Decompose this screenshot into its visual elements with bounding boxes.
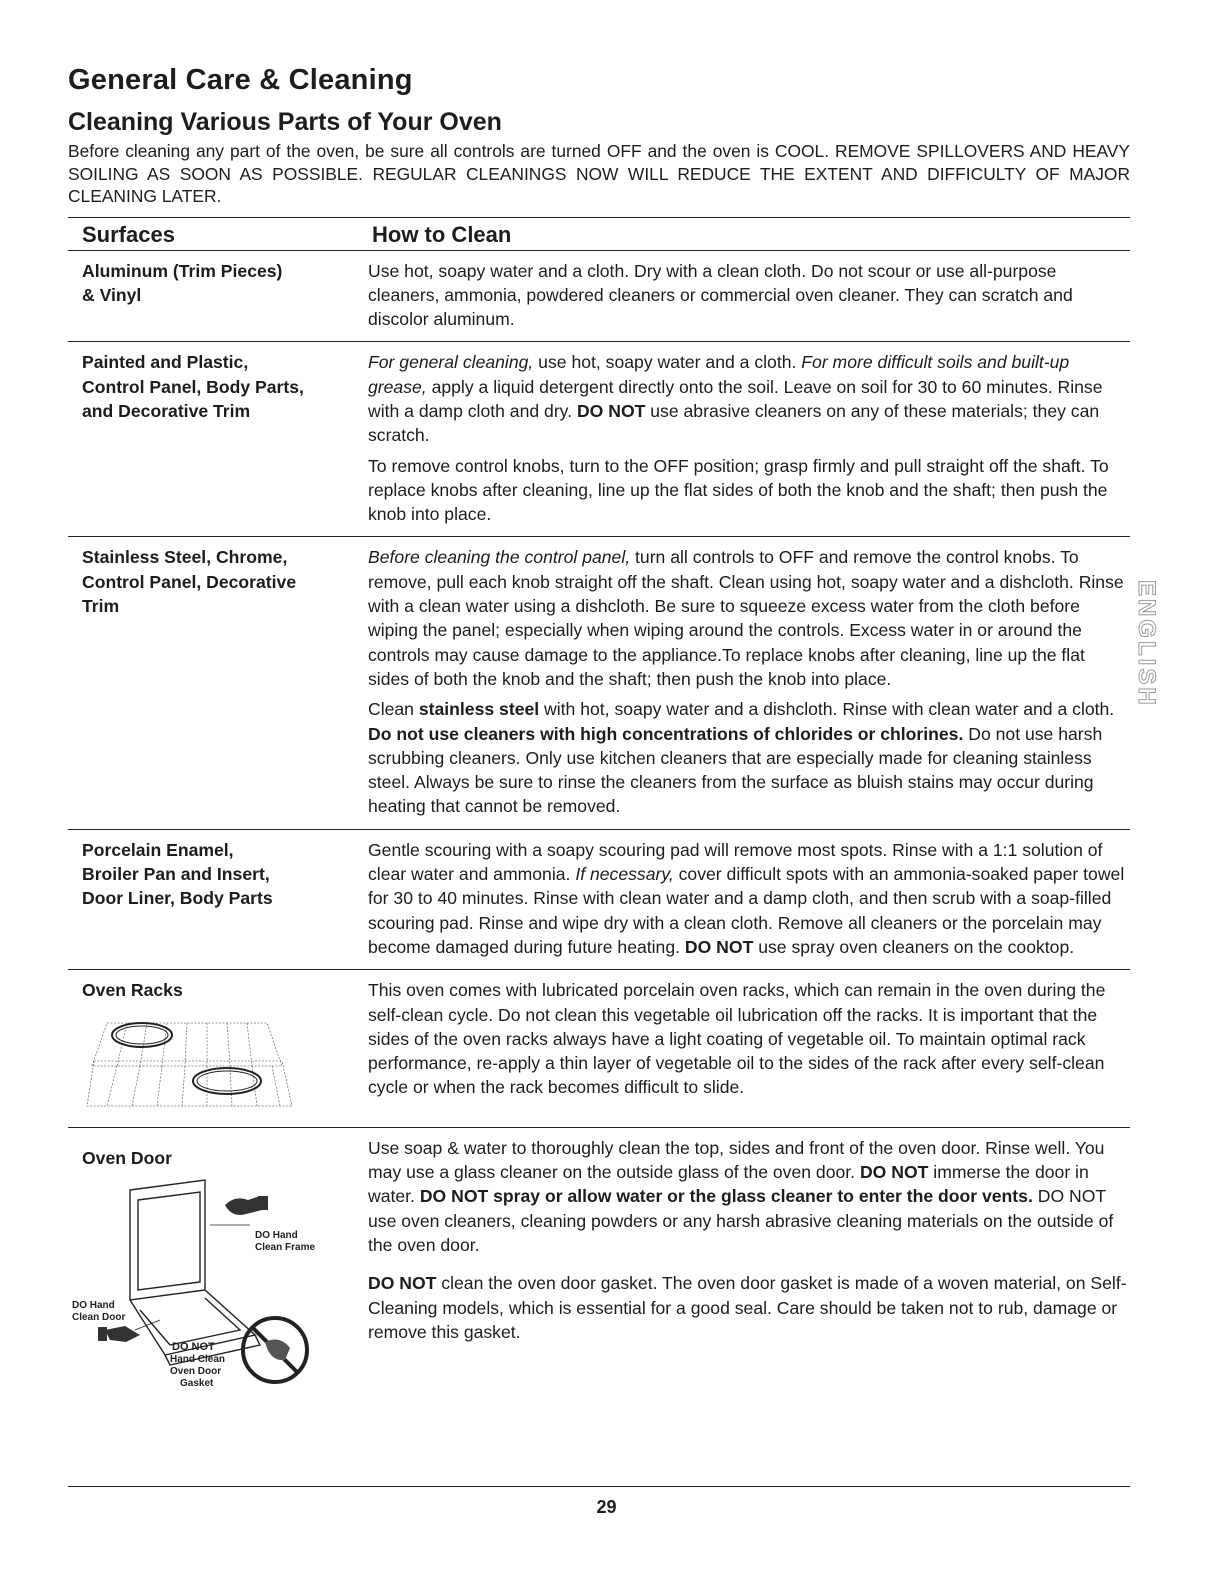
figure-label: Gasket	[180, 1378, 214, 1390]
table-row-stainless-steel	[68, 537, 1130, 829]
body-text: immerse the door in water.	[368, 1162, 1089, 1207]
cleaning-instructions	[368, 259, 1130, 332]
table-row-painted-plastic	[68, 342, 1130, 537]
body-text: Use soap & water to thoroughly clean the top, sides and front of the oven door. Rinse well. You may use a glass cleaner on the outside glass of the oven door.	[368, 1137, 1105, 1183]
warning-text: DO NOT	[684, 936, 754, 957]
body-text: use spray oven cleaners on the cooktop.	[753, 936, 1075, 957]
cleaning-instructions	[368, 350, 1130, 526]
page-content	[68, 62, 1130, 1411]
table-row-porcelain-enamel	[68, 830, 1130, 970]
bold-text: stainless steel	[418, 699, 540, 720]
footer-divider	[68, 1486, 1130, 1487]
surface-line: & Vinyl	[82, 284, 142, 305]
instruction-paragraph: To remove control knobs, turn to the OFF position; grasp firmly and pull straight off the shaft. To replace knobs after cleaning, line up the flat sides of both the knob and the shaft; then push the knob into place.	[368, 455, 1109, 525]
emphasis-text: For general cleaning,	[368, 352, 534, 373]
surface-line: Oven Racks	[82, 980, 183, 1001]
oven-door-illustration	[70, 1170, 340, 1395]
body-text: cover difficult spots with an ammonia-soaked paper towel for 30 to 40 minutes. Rinse with clean water and a damp cloth, and then scrub with a soap-filled scouring pad. Rinse and wipe dry with a clean cloth. Remove all cleaners or the porcelain may become damaged during future heating.	[368, 864, 1125, 957]
body-text: DO NOT use oven cleaners, cleaning powders or any harsh abrasive cleaning materials on the outside of the oven door.	[368, 1186, 1114, 1255]
body-text: Do not use harsh scrubbing cleaners. Only use kitchen cleaners that are especially made for cleaning stainless steel. Always be sure to rinse the cleaners from the surface as bluish stains may occur during heating that cannot be removed.	[368, 723, 1103, 817]
page-title: General Care & Cleaning	[68, 64, 413, 96]
cleaning-instructions	[368, 1136, 1130, 1402]
cleaning-instructions	[368, 838, 1130, 959]
surface-line: and Decorative Trim	[82, 400, 251, 421]
surface-line: Trim	[82, 596, 120, 617]
body-text: clean the oven door gasket. The oven door gasket is made of a woven material, on Self-Cleaning models, which is essential for a good seal. Care should be taken not to rub, damage or remove this gasket.	[368, 1273, 1127, 1342]
figure-label: Clean Frame	[255, 1242, 316, 1254]
table-row-oven-racks	[68, 970, 1130, 1128]
instruction-paragraph: This oven comes with lubricated porcelain oven racks, which can remain in the oven during the self-clean cycle. Do not clean this vegetable oil lubrication off the racks. It is important that the sides of the oven racks always have a light coating of vegetable oil. To maintain optimal rack performance, re-apply a thin layer of vegetable oil to the sides of the rack after every self-clean cycle or when the rack becomes difficult to slide.	[368, 980, 1106, 1098]
figure-label: DO NOT	[172, 1341, 215, 1354]
surface-name	[68, 545, 368, 818]
intro-paragraph: Before cleaning any part of the oven, be sure all controls are turned OFF and the oven is COOL. REMOVE SPILLOVERS AND HEAVY SOILING AS SOON AS POSSIBLE. REGULAR CLEANINGS NOW WILL REDUCE THE EXTENT AND DIFFICULTY OF MAJOR CLEANING LATER.	[68, 141, 1130, 206]
warning-text: DO NOT spray or allow water or the glass cleaner to enter the door vents.	[419, 1186, 1033, 1207]
oven-rack-illustration	[82, 1011, 292, 1111]
surface-name	[68, 1136, 368, 1402]
column-header-how-to-clean: How to Clean	[372, 221, 512, 247]
instruction-paragraph	[368, 1271, 1130, 1344]
surface-line: Control Panel, Decorative	[82, 571, 297, 592]
surface-line: Door Liner, Body Parts	[82, 888, 273, 909]
surface-line: Porcelain Enamel,	[82, 839, 234, 860]
figure-label: Oven Door	[170, 1366, 222, 1378]
table-header	[68, 217, 1130, 251]
warning-text: DO NOT	[368, 1273, 437, 1294]
surface-line: Stainless Steel, Chrome,	[82, 547, 288, 568]
figure-label: DO Hand	[255, 1230, 298, 1242]
cleaning-instructions	[368, 545, 1130, 818]
instruction-paragraph	[368, 350, 1130, 447]
table-row-aluminum	[68, 251, 1130, 343]
section-subtitle: Cleaning Various Parts of Your Oven	[68, 108, 502, 136]
body-text: use hot, soapy water and a cloth.	[533, 352, 802, 373]
figure-label: DO Hand	[72, 1300, 115, 1312]
page-number: 29	[596, 1497, 617, 1517]
column-header-surfaces: Surfaces	[82, 221, 175, 247]
surface-line: Broiler Pan and Insert,	[82, 864, 270, 885]
instruction-paragraph	[368, 697, 1130, 818]
cleaning-instructions	[368, 978, 1130, 1117]
body-text: with hot, soapy water and a dishcloth. Rinse with clean water and a cloth.	[539, 699, 1115, 720]
instruction-paragraph	[368, 1136, 1130, 1257]
surface-name	[68, 838, 368, 959]
surface-line: Oven Door	[82, 1147, 172, 1168]
surface-line: Painted and Plastic,	[82, 352, 249, 373]
surface-line: Control Panel, Body Parts,	[82, 376, 304, 397]
body-text: Gentle scouring with a soapy scouring pad will remove most spots. Rinse with a 1:1 solution of clear water and ammonia.	[368, 839, 1103, 885]
warning-text: DO NOT	[859, 1162, 929, 1183]
body-text: turn all controls to OFF and remove the control knobs. To remove, pull each knob straight off the shaft. Clean using hot, soapy water and a dishcloth. Rinse with a clean water using a dishcloth. Be sure to squeeze excess water from the cloth before wiping the panel; especially when wiping around the controls. Excess water in or around the controls may cause damage to the appliance.To replace knobs after cleaning, line up the flat sides of both the knob and the shaft; then push the knob into place.	[368, 547, 1124, 689]
surface-name	[68, 350, 368, 526]
instruction-paragraph: Use hot, soapy water and a cloth. Dry with a clean cloth. Do not scour or use all-purpose cleaners, ammonia, powdered cleaners or commercial oven cleaner. They can scratch and discolor aluminum.	[368, 260, 1073, 330]
language-tab-label: ENGLISH	[1133, 580, 1160, 708]
emphasis-text: Before cleaning the control panel,	[368, 547, 631, 568]
body-text: apply a liquid detergent directly onto the soil. Leave on soil for 30 to 60 minutes. Rinse with a damp cloth and dry.	[368, 376, 1103, 421]
emphasis-text: For more difficult soils and built-up grease,	[368, 352, 1070, 397]
language-side-tab	[1128, 580, 1162, 720]
surface-line: Aluminum (Trim Pieces)	[82, 260, 283, 281]
surface-name	[68, 978, 368, 1117]
table-row-oven-door	[68, 1128, 1130, 1412]
instruction-paragraph	[368, 838, 1130, 959]
warning-text: DO NOT	[576, 400, 646, 421]
warning-text: Do not use cleaners with high concentrations of chlorides or chlorines.	[368, 723, 964, 744]
figure-label: Clean Door	[72, 1312, 126, 1324]
instruction-paragraph	[368, 545, 1130, 691]
body-text: use abrasive cleaners on any of these materials; they can scratch.	[368, 400, 1100, 446]
emphasis-text: If necessary,	[575, 864, 674, 885]
body-text: Clean	[368, 699, 419, 720]
figure-label: Hand Clean	[170, 1354, 226, 1366]
surface-name	[68, 259, 368, 332]
